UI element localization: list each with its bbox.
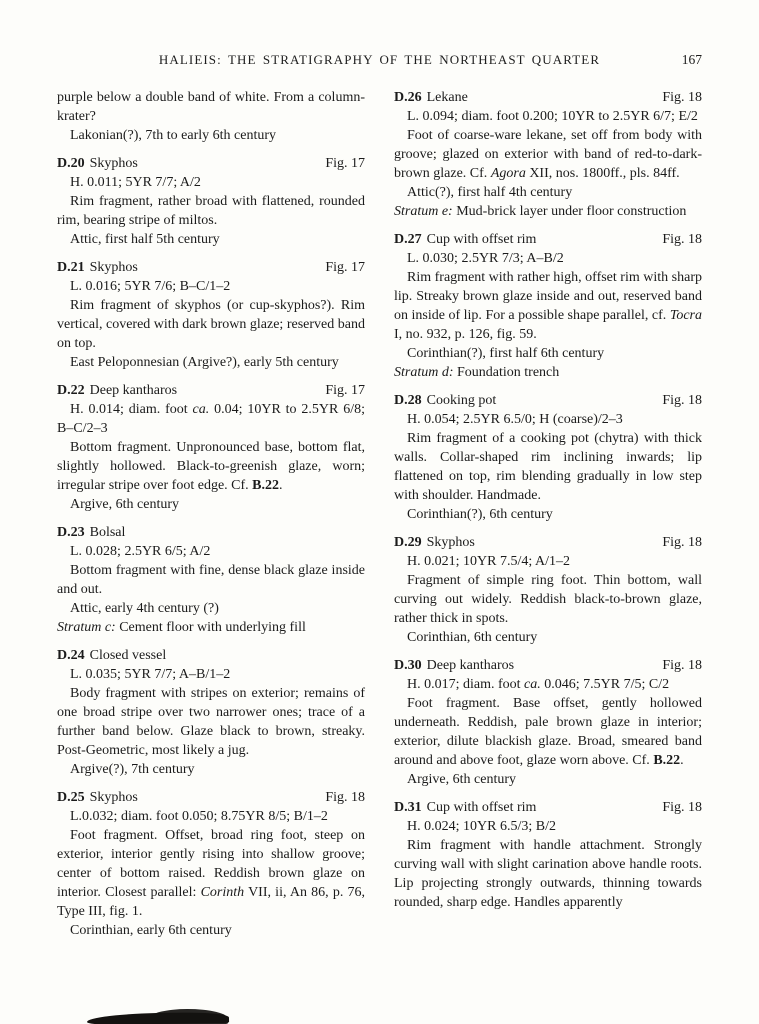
- text-segment: 0.046; 7.5YR 7/5; C/2: [540, 677, 670, 692]
- text-segment: ca.: [524, 677, 541, 692]
- entry-title: Deep kantharos: [89, 383, 178, 398]
- text-segment: Tocra: [669, 308, 702, 323]
- catalog-entry-d31: [394, 798, 702, 912]
- figure-reference: Fig. 18: [662, 90, 702, 105]
- stratum-text: Cement floor with underlying fill: [115, 620, 306, 635]
- attribution-line: Corinthian, early 6th century: [70, 923, 232, 938]
- catalog-entry-d23: [57, 523, 365, 618]
- measurement-line: [57, 665, 365, 684]
- text-segment: XII, nos. 1800ff., pls. 84ff.: [525, 166, 680, 181]
- entry-title: Skyphos: [89, 260, 138, 275]
- catalog-entry-d27: [394, 230, 702, 363]
- scan-artifact: [150, 1009, 228, 1024]
- description-paragraph: [57, 684, 365, 760]
- measurement-line: [57, 173, 365, 192]
- text-segment: Rim fragment of skyphos (or cup-skyphos?). Rim vertical, covered with dark brown glaze; reserved band on top.: [57, 298, 365, 351]
- entry-heading: [394, 230, 702, 249]
- description-paragraph: [57, 88, 365, 126]
- description-paragraph: [57, 438, 365, 495]
- text-segment: Rim fragment of a cooking pot (chytra) with thick walls. Collar-shaped rim inclining inwards; lip flattened on top, rim blending gradually in low step with shoulder. Handmade.: [394, 431, 702, 503]
- entry-title: Cooking pot: [426, 393, 497, 408]
- figure-reference: Fig. 18: [662, 232, 702, 247]
- right-column: [394, 88, 702, 940]
- entry-heading: [394, 798, 702, 817]
- catalog-entry-d24: [57, 646, 365, 779]
- measurement-line: [57, 807, 365, 826]
- stratum-text: Mud-brick layer under floor construction: [452, 204, 687, 219]
- figure-reference: Fig. 18: [662, 658, 702, 673]
- left-column: [57, 88, 365, 940]
- measurement-line: [57, 277, 365, 296]
- text-segment: B.22: [252, 478, 279, 493]
- measurement-line: [394, 675, 702, 694]
- entry-title: Lekane: [426, 90, 468, 105]
- entry-heading: [57, 381, 365, 400]
- page-number: 167: [681, 52, 702, 67]
- attribution-line: Attic, first half 5th century: [70, 232, 220, 247]
- stratum-label: Stratum c:: [57, 620, 116, 635]
- entry-title: Closed vessel: [89, 648, 167, 663]
- text-segment: L. 0.035; 5YR 7/7; A–B/1–2: [70, 667, 231, 682]
- entry-id: D.22: [57, 383, 85, 398]
- stratum-label: Stratum e:: [394, 204, 453, 219]
- text-columns: [57, 88, 702, 940]
- text-segment: Bottom fragment. Unpronounced base, bottom flat, slightly hollowed. Black-to-greenish glaze, worn; irregular stripe over foot edge. Cf.: [57, 440, 365, 493]
- entry-heading-left: [394, 798, 536, 817]
- running-head: [57, 52, 702, 72]
- catalog-entry-d30: [394, 656, 702, 789]
- text-segment: Foot of coarse-ware lekane, set off from body with groove; glazed on exterior with band of red-to-dark-brown glaze. Cf.: [394, 128, 702, 181]
- entry-id: D.20: [57, 156, 85, 171]
- entry-id: D.30: [394, 658, 422, 673]
- figure-reference: Fig. 17: [325, 260, 365, 275]
- description-paragraph: [57, 296, 365, 353]
- entry-title: Skyphos: [426, 535, 475, 550]
- entry-heading-left: [57, 381, 177, 400]
- description-paragraph: [394, 571, 702, 628]
- text-segment: H. 0.054; 2.5YR 6.5/0; H (coarse)/2–3: [407, 412, 623, 427]
- entry-id: D.23: [57, 525, 85, 540]
- continuation-entry: [57, 88, 365, 145]
- measurement-line: [394, 552, 702, 571]
- entry-title: Skyphos: [89, 790, 138, 805]
- entry-heading: [57, 646, 365, 665]
- entry-heading-left: [394, 656, 514, 675]
- measurement-line: [394, 817, 702, 836]
- attribution-line: Corinthian(?), first half 6th century: [407, 346, 605, 361]
- entry-heading-left: [57, 154, 138, 173]
- entry-id: D.28: [394, 393, 422, 408]
- description-paragraph: [394, 126, 702, 183]
- text-segment: H. 0.021; 10YR 7.5/4; A/1–2: [407, 554, 570, 569]
- entry-heading-left: [57, 258, 138, 277]
- stratum-heading: [394, 202, 702, 221]
- stratum-heading: [394, 363, 702, 382]
- entry-title: Cup with offset rim: [426, 232, 537, 247]
- text-segment: I, no. 932, p. 126, fig. 59.: [394, 327, 537, 342]
- text-segment: L. 0.094; diam. foot 0.200; 10YR to 2.5YR 6/7; E/2: [407, 109, 698, 124]
- attribution-line: Corinthian(?), 6th century: [407, 507, 553, 522]
- entry-heading-left: [394, 230, 536, 249]
- text-segment: H. 0.011; 5YR 7/7; A/2: [70, 175, 201, 190]
- text-segment: purple below a double band of white. From a column-krater?: [57, 90, 365, 124]
- entry-heading-left: [394, 391, 496, 410]
- stratum-heading: [57, 618, 365, 637]
- text-segment: Foot fragment. Base offset, gently hollowed underneath. Reddish, pale brown glaze in interior; exterior, dilute blackish glaze. Broad, smeared band around and above foot, glaze worn above. Cf.: [394, 696, 702, 768]
- entry-id: D.31: [394, 800, 422, 815]
- description-paragraph: [394, 429, 702, 505]
- attribution-line: Argive, 6th century: [407, 772, 516, 787]
- stratum-text: Foundation trench: [453, 365, 560, 380]
- entry-heading: [394, 391, 702, 410]
- description-paragraph: [57, 826, 365, 921]
- figure-reference: Fig. 17: [325, 156, 365, 171]
- text-segment: Body fragment with stripes on exterior; remains of one broad stripe over two narrower ones; trace of a further band below. Glaze black to brown, streaky. Post-Geometric, most likely a jug.: [57, 686, 365, 758]
- entry-title: Bolsal: [89, 525, 126, 540]
- text-segment: H. 0.024; 10YR 6.5/3; B/2: [407, 819, 556, 834]
- attribution-line: Argive, 6th century: [70, 497, 179, 512]
- entry-id: D.26: [394, 90, 422, 105]
- text-segment: Rim fragment with rather high, offset rim with sharp lip. Streaky brown glaze inside and out, reserved band on inside of lip. For a possible shape parallel, cf.: [394, 270, 702, 323]
- entry-heading: [57, 258, 365, 277]
- attribution-line: Corinthian, 6th century: [407, 630, 538, 645]
- figure-reference: Fig. 18: [325, 790, 365, 805]
- text-segment: .: [279, 478, 283, 493]
- catalog-entry-d22: [57, 381, 365, 514]
- text-segment: ca.: [192, 402, 210, 417]
- catalog-entry-d20: [57, 154, 365, 249]
- entry-id: D.25: [57, 790, 85, 805]
- figure-reference: Fig. 17: [325, 383, 365, 398]
- text-segment: Rim fragment with handle attachment. Strongly curving wall with slight carination above handle roots. Lip projecting strongly outwards, thinning towards rounded, sharp edge. Handles apparently: [394, 838, 702, 910]
- text-segment: L. 0.030; 2.5YR 7/3; A–B/2: [407, 251, 564, 266]
- description-paragraph: [394, 268, 702, 344]
- text-segment: .: [680, 753, 684, 768]
- text-segment: L.0.032; diam. foot 0.050; 8.75YR 8/5; B/1–2: [70, 809, 328, 824]
- entry-heading: [394, 88, 702, 107]
- description-paragraph: [57, 561, 365, 599]
- entry-id: D.21: [57, 260, 85, 275]
- attribution-line: Lakonian(?), 7th to early 6th century: [70, 128, 277, 143]
- text-segment: H. 0.014; diam. foot: [70, 402, 193, 417]
- measurement-line: [394, 410, 702, 429]
- text-segment: L. 0.028; 2.5YR 6/5; A/2: [70, 544, 211, 559]
- measurement-line: [57, 400, 365, 438]
- stratum-label: Stratum d:: [394, 365, 454, 380]
- entry-title: Cup with offset rim: [426, 800, 537, 815]
- entry-heading: [57, 523, 365, 542]
- measurement-line: [394, 249, 702, 268]
- text-segment: 0.04; 10YR to 2.5YR 6/8; B–C/2–3: [57, 402, 365, 436]
- figure-reference: Fig. 18: [662, 800, 702, 815]
- running-title: HALIEIS: THE STRATIGRAPHY OF THE NORTHEAST QUARTER: [158, 52, 601, 67]
- entry-heading: [57, 788, 365, 807]
- text-segment: Rim fragment, rather broad with flattened, rounded rim, bearing stripe of miltos.: [57, 194, 365, 228]
- text-segment: Foot fragment. Offset, broad ring foot, steep on exterior, interior gently rising into shallow groove; center of bottom raised. Reddish brown glaze on interior. Closest parallel:: [57, 828, 365, 900]
- text-segment: Corinth: [200, 885, 245, 900]
- entry-heading: [57, 154, 365, 173]
- attribution-line: Attic(?), first half 4th century: [407, 185, 573, 200]
- text-segment: Fragment of simple ring foot. Thin bottom, wall curving out widely. Reddish black-to-brown glaze, rather thick in spots.: [394, 573, 702, 626]
- text-segment: Bottom fragment with fine, dense black glaze inside and out.: [57, 563, 365, 597]
- entry-heading: [394, 533, 702, 552]
- entry-heading-left: [394, 533, 475, 552]
- attribution-line: Attic, early 4th century (?): [70, 601, 219, 616]
- attribution-line: East Peloponnesian (Argive?), early 5th century: [70, 355, 339, 370]
- measurement-line: [394, 107, 702, 126]
- text-segment: Agora: [490, 166, 526, 181]
- description-paragraph: [394, 694, 702, 770]
- figure-reference: Fig. 18: [662, 393, 702, 408]
- catalog-entry-d29: [394, 533, 702, 647]
- description-paragraph: [57, 192, 365, 230]
- measurement-line: [57, 542, 365, 561]
- text-segment: B.22: [653, 753, 681, 768]
- attribution-line: Argive(?), 7th century: [70, 762, 195, 777]
- description-paragraph: [394, 836, 702, 912]
- entry-title: Skyphos: [89, 156, 138, 171]
- entry-id: D.24: [57, 648, 85, 663]
- text-segment: H. 0.017; diam. foot: [407, 677, 525, 692]
- entry-heading-left: [394, 88, 468, 107]
- catalog-entry-d25: [57, 788, 365, 940]
- text-segment: VII, ii, An 86, p. 76, Type III, fig. 1.: [57, 885, 365, 919]
- entry-heading-left: [57, 788, 138, 807]
- entry-heading: [394, 656, 702, 675]
- catalog-entry-d21: [57, 258, 365, 372]
- entry-id: D.29: [394, 535, 422, 550]
- catalog-entry-d26: [394, 88, 702, 202]
- catalog-entry-d28: [394, 391, 702, 524]
- entry-heading-left: [57, 523, 125, 542]
- entry-heading-left: [57, 646, 166, 665]
- figure-reference: Fig. 18: [662, 535, 702, 550]
- entry-title: Deep kantharos: [426, 658, 515, 673]
- entry-id: D.27: [394, 232, 422, 247]
- text-segment: L. 0.016; 5YR 7/6; B–C/1–2: [70, 279, 231, 294]
